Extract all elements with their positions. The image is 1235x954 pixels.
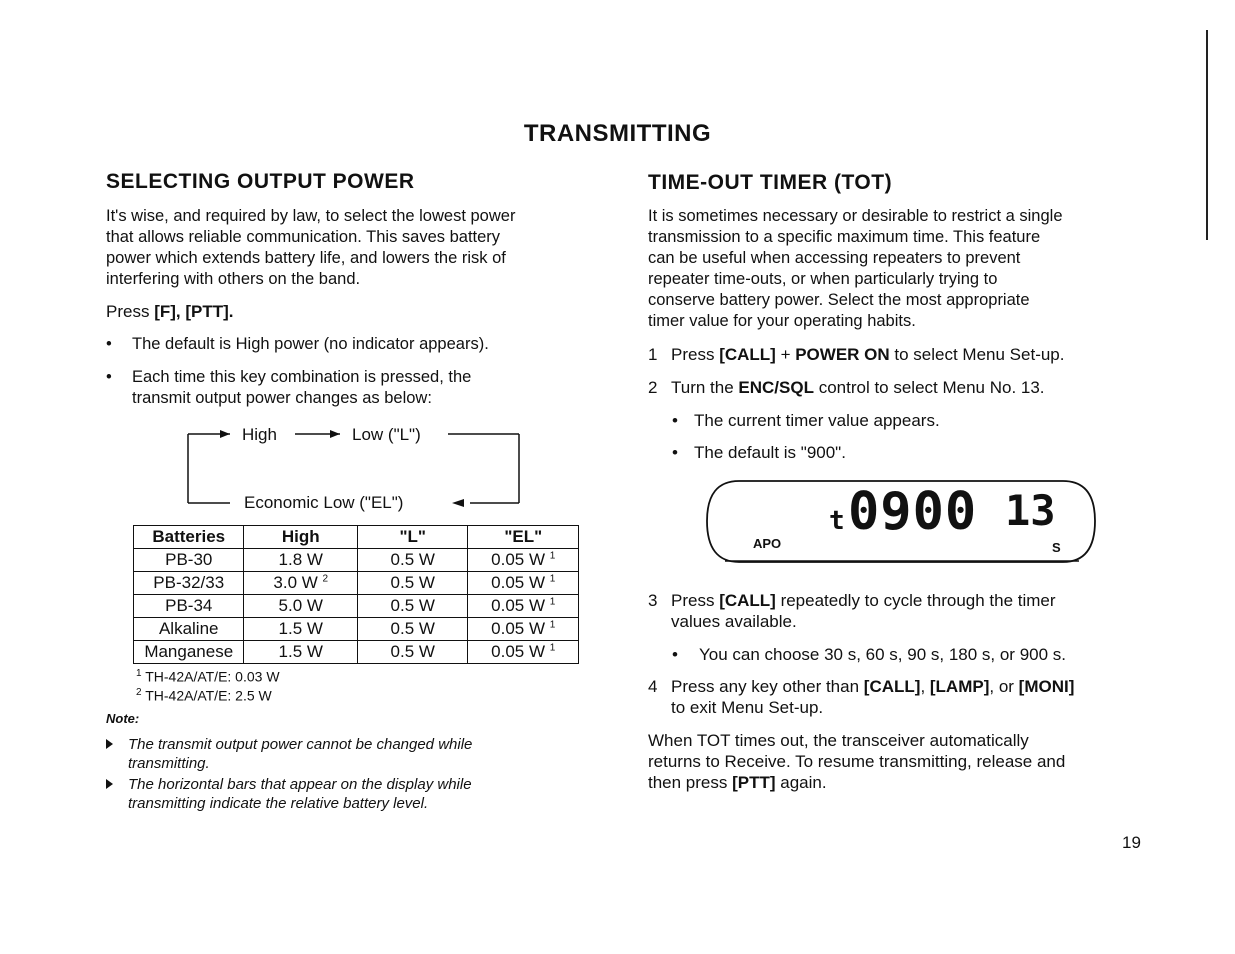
footnote-mark: 1 [549, 596, 556, 608]
left-intro-line: It's wise, and required by law, to select the lowest power [106, 207, 516, 225]
step-text-part: Press any key other than [671, 677, 864, 696]
table-cell: 0.5 W [358, 572, 468, 595]
step-key: [CALL] [863, 677, 921, 696]
bullet-dot: • [672, 411, 678, 430]
left-heading: SELECTING OUTPUT POWER [106, 170, 415, 193]
step-key: POWER ON [795, 345, 890, 364]
step-4 [648, 676, 1075, 717]
outro-text-part: again. [775, 773, 827, 792]
step-2 [648, 377, 1045, 398]
page-number: 19 [1122, 833, 1141, 852]
step-text [671, 590, 1056, 632]
step-number: 4 [648, 677, 658, 696]
step-text-part: control to select Menu No. 13. [813, 378, 1045, 397]
footnotes [136, 666, 280, 703]
bullet-text: You can choose 30 s, 60 s, 90 s, 180 s, or 900 s. [699, 645, 1067, 664]
triangle-bullet-icon [106, 779, 113, 789]
footnote [136, 685, 280, 704]
step-text [671, 377, 1045, 398]
left-bullet-1 [106, 334, 606, 356]
table-header: Batteries [134, 526, 244, 549]
lcd-s-label: S [1052, 540, 1061, 555]
press-prefix: Press [106, 302, 155, 321]
note-text [128, 775, 586, 813]
note-line: The horizontal bars that appear on the display while [128, 776, 472, 793]
table-cell: 5.0 W [244, 595, 358, 618]
table-cell [468, 549, 579, 572]
arrow-head [452, 499, 464, 507]
table-cell: 0.5 W [358, 641, 468, 664]
right-intro-line: timer value for your operating habits. [648, 312, 916, 330]
cell-value: 3.0 W [273, 573, 318, 592]
footnote [136, 666, 280, 685]
cell-value: 0.05 W [491, 596, 546, 615]
step-key: [CALL] [719, 345, 776, 364]
table-cell: PB-30 [134, 549, 244, 572]
bullet-dot: • [672, 645, 678, 664]
table-cell: Manganese [134, 641, 244, 664]
footnote-mark: 1 [549, 619, 556, 631]
step-key: [LAMP] [929, 677, 990, 696]
right-intro-line: conserve battery power. Select the most appropriate [648, 291, 1030, 309]
note-item [106, 735, 586, 773]
step-number: 3 [648, 591, 658, 610]
right-intro-line: transmission to a specific maximum time. This feature [648, 228, 1041, 246]
footnote-mark: 2 [136, 686, 142, 698]
step-text-part: Turn the [671, 378, 739, 397]
table-cell: 1.5 W [244, 641, 358, 664]
table-header-row [134, 526, 579, 549]
table-row [134, 618, 579, 641]
right-outro-line: returns to Receive. To resume transmitting, release and [648, 752, 1066, 771]
table-cell [468, 572, 579, 595]
step-text-part: , [920, 677, 930, 696]
footnote-mark: 1 [549, 642, 556, 654]
table-cell: 0.5 W [358, 595, 468, 618]
step-text-part: Press [671, 345, 720, 364]
step-line: to exit Menu Set-up. [671, 698, 824, 717]
bullet-dot: • [106, 335, 112, 353]
cell-value: 0.05 W [491, 573, 546, 592]
outro-key: [PTT] [732, 773, 776, 792]
step-3-bullet [672, 644, 1172, 666]
bullet-text: The current timer value appears. [694, 411, 940, 430]
table-cell: PB-32/33 [134, 572, 244, 595]
step-1 [648, 344, 1065, 365]
step-2-bullet [672, 442, 1072, 464]
step-line [671, 676, 1074, 697]
right-intro-line: repeater time-outs, or when particularly trying to [648, 270, 998, 288]
cell-value: 0.05 W [491, 550, 546, 569]
table-cell: 1.5 W [244, 618, 358, 641]
table-cell [468, 618, 579, 641]
cycle-economic: Economic Low ("EL") [244, 493, 404, 512]
table-row [134, 549, 579, 572]
note-line: The transmit output power cannot be changed while [128, 736, 473, 753]
right-outro-line [648, 772, 1065, 793]
right-outro [648, 730, 1065, 793]
cycle-low: Low ("L") [352, 425, 421, 444]
right-intro [648, 206, 1063, 332]
right-intro-line: can be useful when accessing repeaters to prevent [648, 249, 1021, 267]
table-cell [244, 572, 358, 595]
lcd-tot-label: t [829, 506, 845, 536]
note-line: transmitting indicate the relative battery level. [128, 795, 429, 812]
power-table [133, 525, 579, 664]
footnote-mark: 1 [549, 573, 556, 585]
step-text [671, 676, 1074, 718]
right-intro-line: It is sometimes necessary or desirable to restrict a single [648, 207, 1063, 225]
page-title: TRANSMITTING [523, 120, 712, 147]
left-intro-line: that allows reliable communication. This saves battery [106, 228, 501, 246]
arrow-head [220, 430, 230, 438]
step-number: 2 [648, 378, 658, 397]
lcd-apo-label: APO [753, 536, 782, 551]
lcd-menu-number: 13 [1005, 486, 1056, 535]
lcd-display [703, 476, 1099, 566]
bullet-text [132, 367, 471, 409]
cell-value: 0.05 W [491, 642, 546, 661]
step-3 [648, 590, 1056, 631]
step-text-part: , or [989, 677, 1019, 696]
step-number: 1 [648, 345, 658, 364]
note-line: transmitting. [128, 755, 210, 772]
note-label: Note: [106, 711, 140, 726]
table-cell: 0.5 W [358, 549, 468, 572]
bullet-line: transmit output power changes as below: [132, 389, 432, 407]
footnote-text: TH-42A/AT/E: 0.03 W [145, 668, 280, 685]
footnote-text: TH-42A/AT/E: 2.5 W [145, 687, 272, 704]
press-instruction [106, 301, 234, 322]
step-text-part: + [775, 345, 796, 364]
left-intro-line: power which extends battery life, and lowers the risk of [106, 249, 506, 267]
note-text [128, 735, 586, 773]
note-item [106, 775, 586, 813]
step-2-bullet [672, 410, 1072, 432]
cycle-high: High [242, 425, 277, 444]
table-row [134, 641, 579, 664]
table-row [134, 572, 579, 595]
right-heading: TIME-OUT TIMER (TOT) [648, 171, 893, 194]
table-cell: PB-34 [134, 595, 244, 618]
table-cell [468, 641, 579, 664]
arrow-head [330, 430, 340, 438]
step-key: ENC/SQL [738, 378, 814, 397]
lcd-value: 0900 [848, 482, 978, 542]
bullet-dot: • [672, 443, 678, 462]
step-text-part: repeatedly to cycle through the timer [775, 591, 1056, 610]
table-row [134, 595, 579, 618]
step-line: values available. [671, 612, 797, 631]
right-outro-line: When TOT times out, the transceiver automatically [648, 731, 1029, 750]
outro-text-part: then press [648, 773, 733, 792]
left-intro-line: interfering with others on the band. [106, 270, 361, 288]
bullet-text: The default is "900". [694, 443, 846, 462]
footnote-mark: 1 [549, 550, 556, 562]
step-text [671, 344, 1065, 365]
bullet-dot: • [106, 368, 112, 386]
footnote-mark: 1 [136, 668, 142, 679]
left-bullet-2 [106, 367, 606, 411]
table-header: "EL" [468, 526, 579, 549]
table-cell: 1.8 W [244, 549, 358, 572]
step-text-part: Press [671, 591, 720, 610]
press-keys: [F], [PTT]. [154, 302, 234, 321]
left-intro [106, 206, 515, 290]
step-text-part: to select Menu Set-up. [889, 345, 1065, 364]
table-header: High [244, 526, 358, 549]
table-cell [468, 595, 579, 618]
triangle-bullet-icon [106, 739, 113, 749]
bullet-line: Each time this key combination is pressed, the [132, 368, 472, 386]
step-key: [MONI] [1018, 677, 1075, 696]
footnote-mark: 2 [322, 573, 329, 585]
cell-value: 0.05 W [491, 619, 546, 638]
step-line [671, 590, 1056, 611]
table-header: "L" [358, 526, 468, 549]
step-key: [CALL] [719, 591, 776, 610]
table-cell: 0.5 W [358, 618, 468, 641]
table-cell: Alkaline [134, 618, 244, 641]
bullet-text: The default is High power (no indicator appears). [132, 335, 489, 353]
